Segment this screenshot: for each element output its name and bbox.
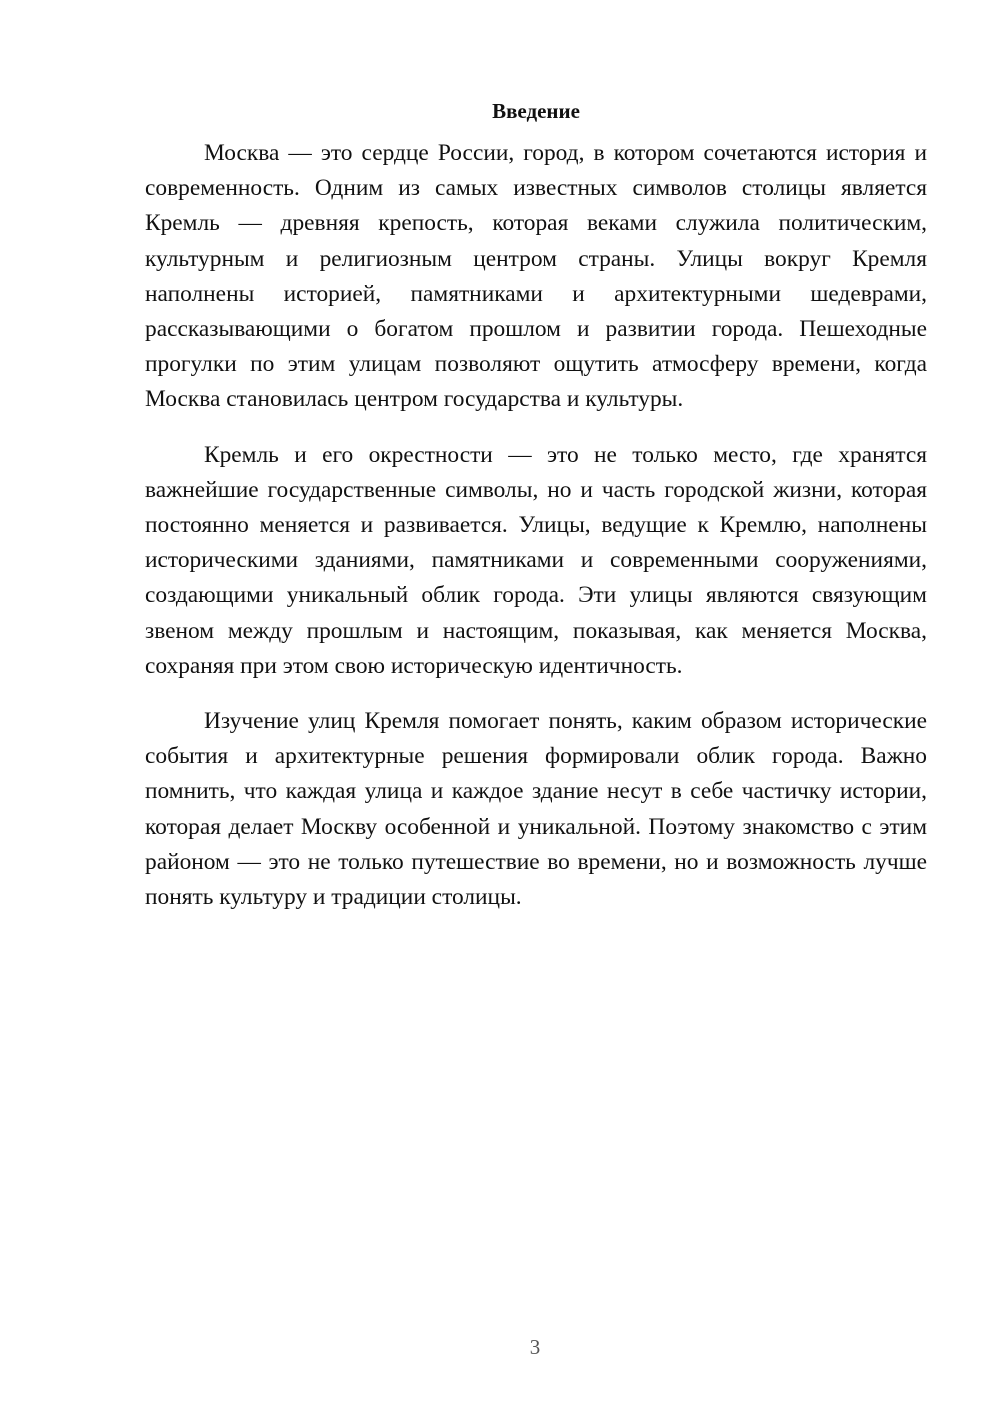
page-number: 3 xyxy=(529,1335,541,1359)
paragraph-1: Москва — это сердце России, город, в котором сочетаются история и современность. Одним из самых известных символов столицы является Кремль — древняя крепость, которая веками служила политическим, культурным и религиозным центром страны. Улицы вокруг Кремля наполнены историей, памятниками и архитектурными шедеврами, рассказывающими о богатом прошлом и развитии города. Пешеходные прогулки по этим улицам позволяют ощутить атмосферу времени, когда Москва становилась центром государства и культуры. xyxy=(145,140,927,413)
page-content xyxy=(145,96,927,915)
paragraph-3: Изучение улиц Кремля помогает понять, каким образом исторические события и архитектурные решения формировали облик города. Важно помнить, что каждая улица и каждое здание несут в себе частичку истории, которая делает Москву особенной и уникальной. Поэтому знакомство с этим районом — это не только путешествие во времени, но и возможность лучше понять культуру и традиции столицы. xyxy=(145,708,927,911)
section-heading: Введение xyxy=(492,99,580,123)
paragraph-2: Кремль и его окрестности — это не только место, где хранятся важнейшие государственные символы, но и часть городской жизни, которая постоянно меняется и развивается. Улицы, ведущие к Кремлю, наполнены историческими зданиями, памятниками и современными сооружениями, создающими уникальный облик города. Эти улицы являются связующим звеном между прошлым и настоящим, показывая, как меняется Москва, сохраняя при этом свою историческую идентичность. xyxy=(145,441,927,679)
